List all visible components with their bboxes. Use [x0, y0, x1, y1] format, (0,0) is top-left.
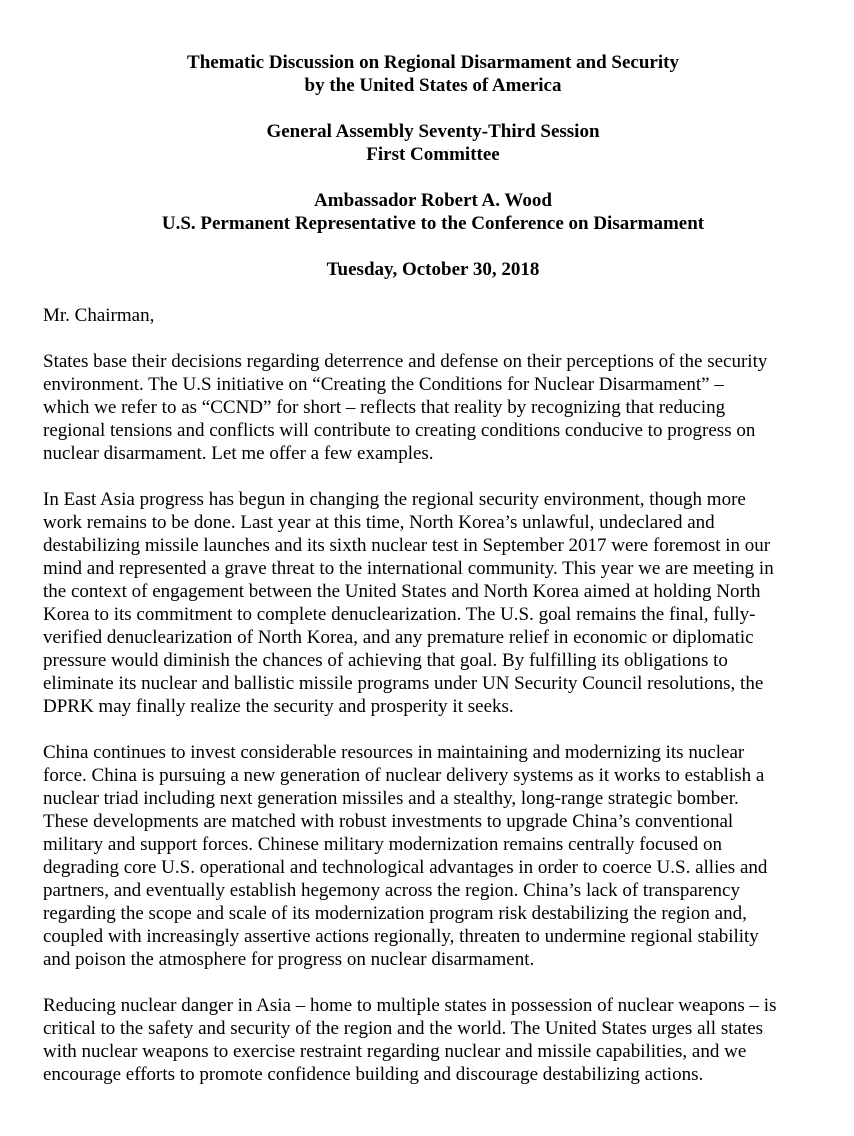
paragraph-line: and poison the atmosphere for progress on nuclear disarmament.: [43, 949, 535, 970]
session-line: First Committee: [366, 144, 500, 165]
paragraph-line: DPRK may finally realize the security and prosperity it seeks.: [43, 696, 514, 717]
paragraph-line: encourage efforts to promote confidence building and discourage destabilizing actions.: [43, 1064, 704, 1085]
speech-date: Tuesday, October 30, 2018: [326, 259, 540, 280]
paragraph-ccnd: [43, 350, 823, 465]
paragraph-line: pressure would diminish the chances of achieving that goal. By fulfilling its obligations to: [43, 650, 728, 671]
paragraph-china: [43, 741, 823, 971]
paragraph-line: eliminate its nuclear and ballistic missile programs under UN Security Council resolutions, the: [43, 673, 764, 694]
paragraph-line: verified denuclearization of North Korea, and any premature relief in economic or diplomatic: [43, 627, 754, 648]
paragraph-line: regional tensions and conflicts will contribute to creating conditions conducive to progress on: [43, 420, 756, 441]
salutation: Mr. Chairman,: [43, 305, 155, 326]
paragraph-line: China continues to invest considerable resources in maintaining and modernizing its nuclear: [43, 742, 745, 763]
paragraph-line: regarding the scope and scale of its modernization program risk destabilizing the region and,: [43, 903, 747, 924]
paragraph-line: mind and represented a grave threat to the international community. This year we are meeting in: [43, 558, 774, 579]
paragraph-line: critical to the safety and security of the region and the world. The United States urges all states: [43, 1018, 764, 1039]
paragraph-line: Reducing nuclear danger in Asia – home to multiple states in possession of nuclear weapons – is: [43, 995, 777, 1016]
title-line: by the United States of America: [304, 75, 562, 96]
paragraph-line: with nuclear weapons to exercise restraint regarding nuclear and missile capabilities, and we: [43, 1041, 747, 1062]
paragraph-line: degrading core U.S. operational and technological advantages in order to coerce U.S. allies and: [43, 857, 768, 878]
paragraph-line: States base their decisions regarding deterrence and defense on their perceptions of the security: [43, 351, 768, 372]
paragraph-line: work remains to be done. Last year at this time, North Korea’s unlawful, undeclared and: [43, 512, 715, 533]
document-page: [43, 51, 823, 1109]
title-line: Thematic Discussion on Regional Disarmament and Security: [187, 52, 679, 73]
paragraph-east-asia: [43, 488, 823, 718]
document-heading: [43, 51, 823, 281]
paragraph-line: These developments are matched with robust investments to upgrade China’s conventional: [43, 811, 734, 832]
paragraph-line: partners, and eventually establish hegemony across the region. China’s lack of transparency: [43, 880, 740, 901]
session-line: General Assembly Seventy-Third Session: [266, 121, 600, 142]
paragraph-line: environment. The U.S initiative on “Creating the Conditions for Nuclear Disarmament” –: [43, 374, 724, 395]
paragraph-line: destabilizing missile launches and its sixth nuclear test in September 2017 were foremost in our: [43, 535, 771, 556]
speaker-title: U.S. Permanent Representative to the Conference on Disarmament: [161, 213, 705, 234]
speaker-group: [43, 189, 823, 235]
paragraph-line: military and support forces. Chinese military modernization remains centrally focused on: [43, 834, 723, 855]
speaker-name: Ambassador Robert A. Wood: [314, 190, 552, 211]
paragraph-line: nuclear triad including next generation missiles and a stealthy, long-range strategic bomber.: [43, 788, 739, 809]
date-group: [43, 258, 823, 281]
paragraph-line: force. China is pursuing a new generation of nuclear delivery systems as it works to establish a: [43, 765, 765, 786]
paragraph-line: the context of engagement between the United States and North Korea aimed at holding North: [43, 581, 761, 602]
paragraph-line: nuclear disarmament. Let me offer a few examples.: [43, 443, 434, 464]
paragraph-line: Korea to its commitment to complete denuclearization. The U.S. goal remains the final, fully-: [43, 604, 756, 625]
session-group: [43, 120, 823, 166]
paragraph-asia-danger: [43, 994, 823, 1086]
title-group: [43, 51, 823, 97]
paragraph-line: coupled with increasingly assertive actions regionally, threaten to undermine regional stability: [43, 926, 759, 947]
paragraph-line: which we refer to as “CCND” for short – reflects that reality by recognizing that reducing: [43, 397, 726, 418]
paragraph-line: In East Asia progress has begun in changing the regional security environment, though more: [43, 489, 746, 510]
